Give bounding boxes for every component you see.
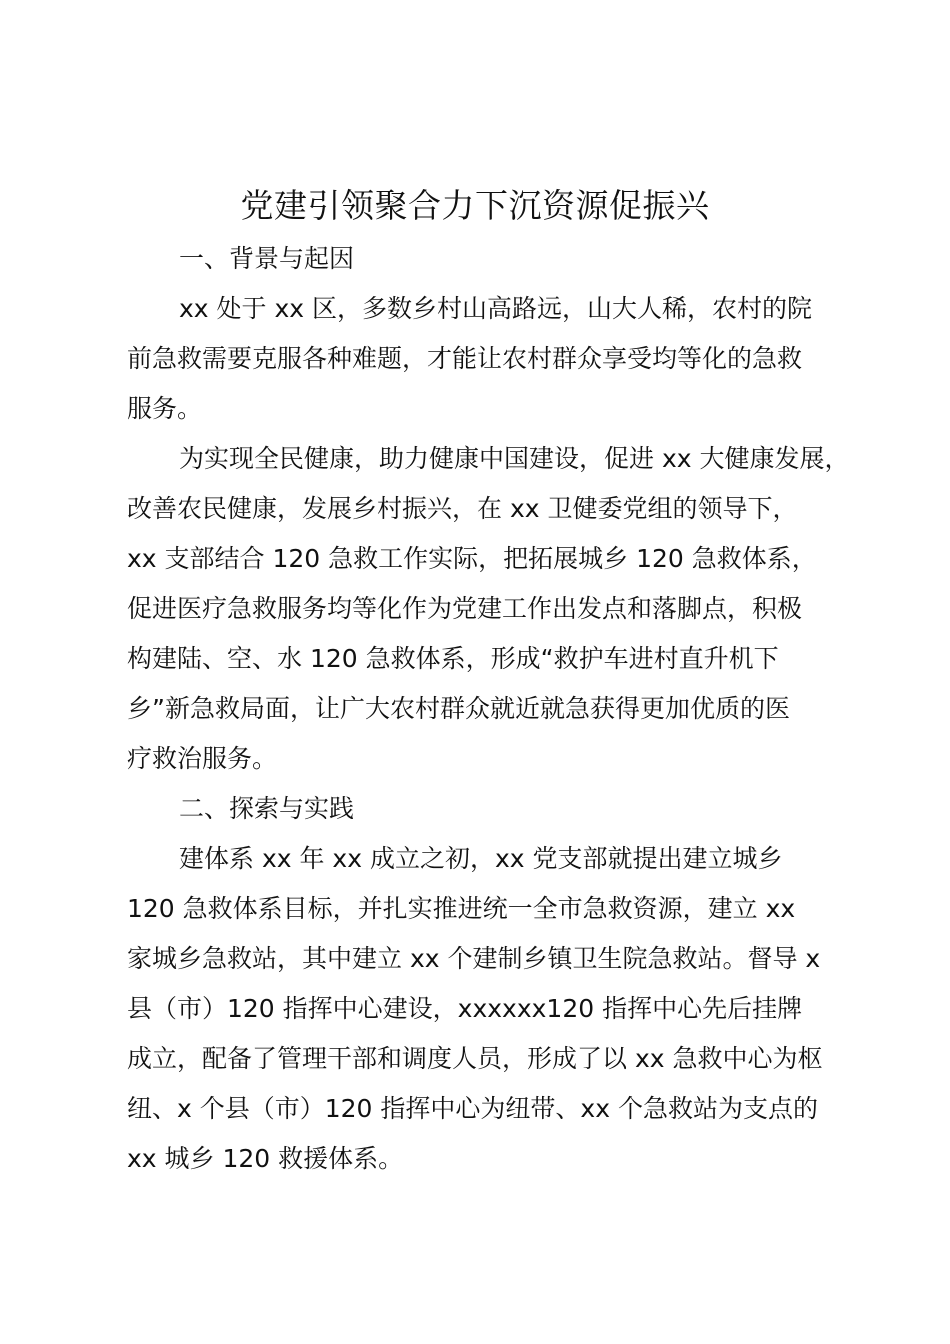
paragraph-line: xx 处于 xx 区，多数乡村山高路远，山大人稀，农村的院: [179, 294, 813, 323]
paragraph-line: 成立，配备了管理干部和调度人员，形成了以 xx 急救中心为枢: [127, 1044, 823, 1073]
paragraph-line: 120 急救体系目标，并扎实推进统一全市急救资源，建立 xx: [127, 894, 796, 923]
paragraph-line: xx 城乡 120 救援体系。: [127, 1144, 404, 1173]
document-body: [127, 234, 850, 1184]
paragraph-line: 服务。: [127, 394, 203, 423]
paragraph-line: 为实现全民健康，助力健康中国建设，促进 xx 大健康发展，: [179, 444, 850, 473]
paragraph-line: 家城乡急救站，其中建立 xx 个建制乡镇卫生院急救站。督导 x: [127, 944, 821, 973]
paragraph-line: 构建陆、空、水 120 急救体系，形成“救护车进村直升机下: [127, 644, 779, 673]
document-title: 党建引领聚合力下沉资源促振兴: [240, 186, 710, 225]
paragraph-line: 乡”新急救局面，让广大农村群众就近就急获得更加优质的医: [127, 694, 790, 723]
paragraph-line: 县（市）120 指挥中心建设，xxxxxx120 指挥中心先后挂牌: [127, 994, 803, 1023]
paragraph-line: 前急救需要克服各种难题，才能让农村群众享受均等化的急救: [127, 344, 803, 373]
paragraph-line: 改善农民健康，发展乡村振兴，在 xx 卫健委党组的领导下，: [127, 494, 798, 523]
paragraph-line: xx 支部结合 120 急救工作实际，把拓展城乡 120 急救体系，: [127, 544, 817, 573]
paragraph-line: 疗救治服务。: [127, 744, 278, 773]
section-heading-practice: 二、探索与实践: [179, 794, 355, 823]
paragraph-line: 促进医疗急救服务均等化作为党建工作出发点和落脚点，积极: [127, 594, 803, 623]
paragraph-line: 纽、x 个县（市）120 指挥中心为纽带、xx 个急救站为支点的: [127, 1094, 818, 1123]
paragraph-line: 建体系 xx 年 xx 成立之初，xx 党支部就提出建立城乡: [179, 844, 783, 873]
section-heading-background: 一、背景与起因: [179, 244, 355, 273]
